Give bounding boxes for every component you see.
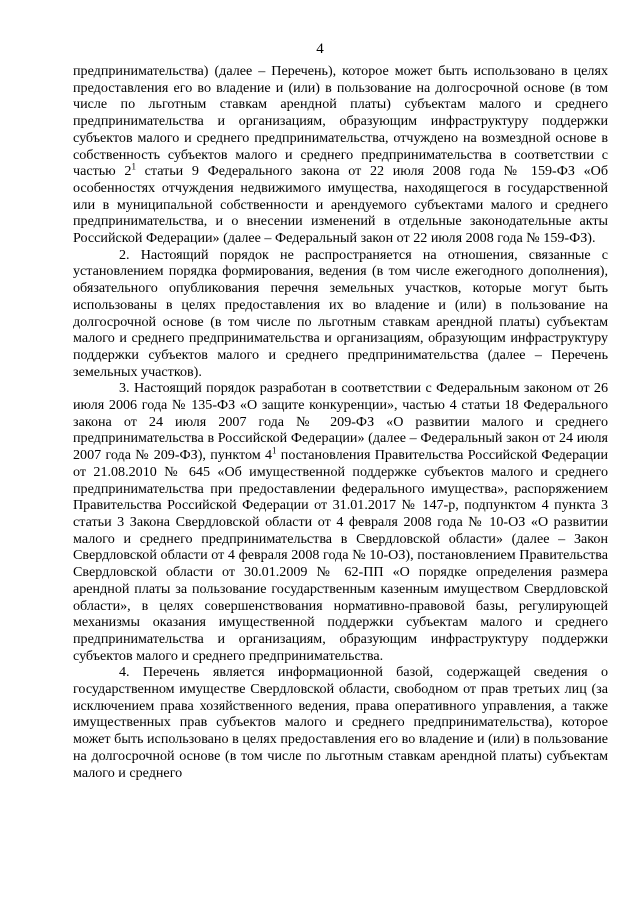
paragraph-2: [73, 247, 608, 381]
superscript: 1: [131, 161, 136, 172]
paragraph-3: [73, 380, 608, 664]
document-body: [73, 63, 608, 781]
paragraph-text: 3. Настоящий порядок разработан в соответствии с Федеральным законом от 26 июля 2006 года № 135-ФЗ «О защите конкуренции», частью 4 статьи 18 Федерального закона от 24 июля 2007 года № 209-ФЗ «О развитии малого и среднего предпринимательства в Российской Федерации» (далее – Федеральный закон от 24 июля 2007 года № 209-ФЗ), пунктом 4: [73, 380, 608, 464]
paragraph-text: постановления Правительства Российской Федерации от 21.08.2010 № 645 «Об имущественной поддержке субъектов малого и среднего предпринимательства при предоставлении федерального имущества», распоряжением Правительства Российской Федерации от 31.01.2017 № 147-р, подпунктом 4 пункта 3 статьи 3 Закона Свердловской области от 4 февраля 2008 года № 10-ОЗ «О развитии малого и среднего предпринимательства в Свердловской области» (далее – Закон Свердловской области от 4 февраля 2008 года № 10-ОЗ), постановлением Правительства Свердловской области от 30.01.2009 № 62-ПП «О порядке определения размера арендной платы за пользование государственным казенным имуществом Свердловской области», в целях совершенствования нормативно-правовой базы, регулирующей механизмы оказания имущественной поддержки субъектам малого и среднего предпринимательства и организациям, образующим инфраструктуру поддержки субъектов малого и среднего предпринимательства.: [73, 447, 608, 664]
paragraph-text: 2. Настоящий порядок не распространяется на отношения, связанные с установлением порядка формирования, ведения (в том числе ежегодного дополнения), обязательного опубликования перечня земельных участков, которые могут быть использованы в целях предоставления их во владение и (или) в пользование на долгосрочной основе (в том числе по льготным ставкам арендной платы) субъектам малого и среднего предпринимательства и организациям, образующим инфраструктуру поддержки субъектов малого и среднего предпринимательства (далее – Перечень земельных участков).: [73, 246, 608, 380]
paragraph-4: [73, 664, 608, 781]
paragraph-text: 4. Перечень является информационной базой, содержащей сведения о государственном имуществе Свердловской области, свободном от прав третьих лиц (за исключением права хозяйственного ведения, права оперативного управления, а также имущественных прав субъектов малого и среднего предпринимательства), которое может быть использовано в целях предоставления его во владение и (или) в пользование на долгосрочной основе (в том числе по льготным ставкам арендной платы) субъектам малого и среднего: [73, 664, 608, 781]
paragraph-text: предпринимательства) (далее – Перечень), которое может быть использовано в целях предоставления его во владение и (или) в пользование на долгосрочной основе (в том числе по льготным ставкам арендной платы) субъектам малого и среднего предпринимательства и организациям, образующим инфраструктуру поддержки субъектов малого и среднего предпринимательства, отчуждено на возмездной основе в собственность субъектов малого и среднего предпринимательства в соответствии с частью 2: [73, 63, 608, 180]
superscript: 1: [272, 445, 277, 456]
paragraph-text: статьи 9 Федерального закона от 22 июля 2008 года № 159-ФЗ «Об особенностях отчуждения недвижимого имущества, находящегося в государственной или в муниципальной собственности и арендуемого субъектами малого и среднего предпринимательства, и о внесении изменений в отдельные законодательные акты Российской Федерации» (далее – Федеральный закон от 22 июля 2008 года № 159-ФЗ).: [73, 163, 608, 247]
page-number: 4: [316, 41, 324, 57]
paragraph-1: [73, 63, 608, 247]
